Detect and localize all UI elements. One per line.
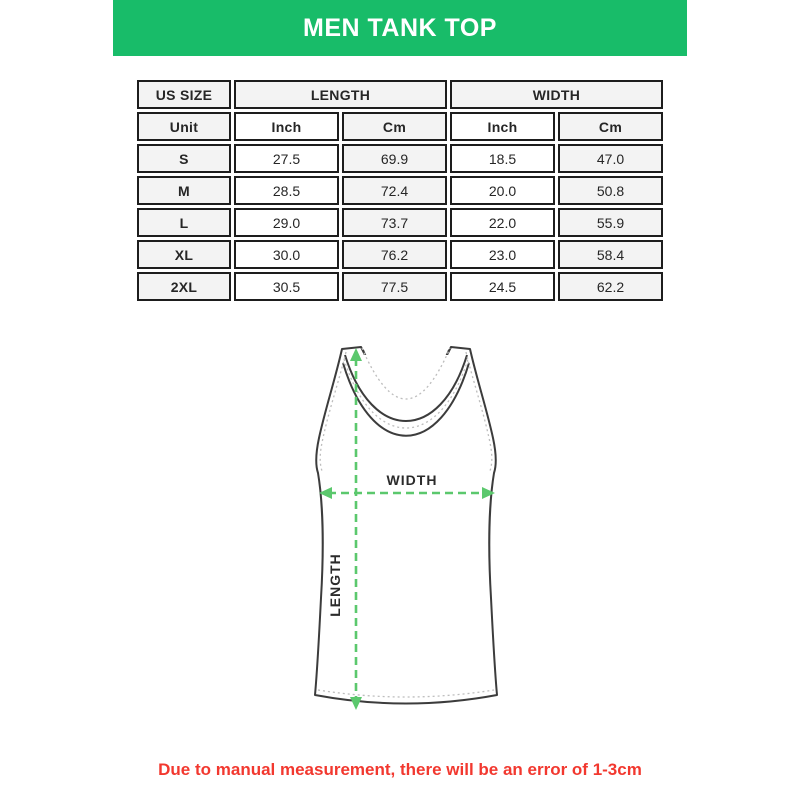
header-width: WIDTH: [450, 80, 663, 109]
size-label: 2XL: [137, 272, 231, 301]
size-label: XL: [137, 240, 231, 269]
width-inch-value: 18.5: [450, 144, 555, 173]
table-row: [137, 144, 663, 173]
page-title: MEN TANK TOP: [303, 13, 497, 42]
width-cm-value: 62.2: [558, 272, 663, 301]
size-label: S: [137, 144, 231, 173]
arrowhead-down-icon: [350, 697, 362, 710]
title-banner: [113, 0, 687, 56]
table-row: [137, 272, 663, 301]
width-inch-value: 20.0: [450, 176, 555, 205]
width-cm-value: 55.9: [558, 208, 663, 237]
length-inch-value: 28.5: [234, 176, 339, 205]
unit-length-inch: Inch: [234, 112, 339, 141]
length-cm-value: 72.4: [342, 176, 447, 205]
table-row: [137, 176, 663, 205]
unit-cell: Unit: [137, 112, 231, 141]
width-inch-value: 24.5: [450, 272, 555, 301]
size-label: M: [137, 176, 231, 205]
width-inch-value: 23.0: [450, 240, 555, 269]
width-cm-value: 47.0: [558, 144, 663, 173]
table-row: [137, 208, 663, 237]
width-inch-value: 22.0: [450, 208, 555, 237]
width-cm-value: 58.4: [558, 240, 663, 269]
header-length: LENGTH: [234, 80, 447, 109]
table-unit-row: [137, 112, 663, 141]
length-cm-value: 69.9: [342, 144, 447, 173]
table-row: [137, 240, 663, 269]
length-inch-value: 27.5: [234, 144, 339, 173]
length-label: LENGTH: [327, 553, 343, 617]
length-cm-value: 76.2: [342, 240, 447, 269]
width-cm-value: 50.8: [558, 176, 663, 205]
unit-length-cm: Cm: [342, 112, 447, 141]
length-inch-value: 30.0: [234, 240, 339, 269]
size-label: L: [137, 208, 231, 237]
measurement-disclaimer: Due to manual measurement, there will be an error of 1-3cm: [158, 760, 642, 779]
length-inch-value: 29.0: [234, 208, 339, 237]
tank-top-diagram: [290, 338, 510, 718]
width-label: WIDTH: [386, 472, 438, 488]
length-cm-value: 77.5: [342, 272, 447, 301]
unit-width-cm: Cm: [558, 112, 663, 141]
tank-top-illustration: [290, 338, 510, 718]
header-us-size: US SIZE: [137, 80, 231, 109]
length-inch-value: 30.5: [234, 272, 339, 301]
table-header-row: [137, 80, 663, 109]
length-cm-value: 73.7: [342, 208, 447, 237]
size-chart-table: [134, 77, 666, 304]
unit-width-inch: Inch: [450, 112, 555, 141]
